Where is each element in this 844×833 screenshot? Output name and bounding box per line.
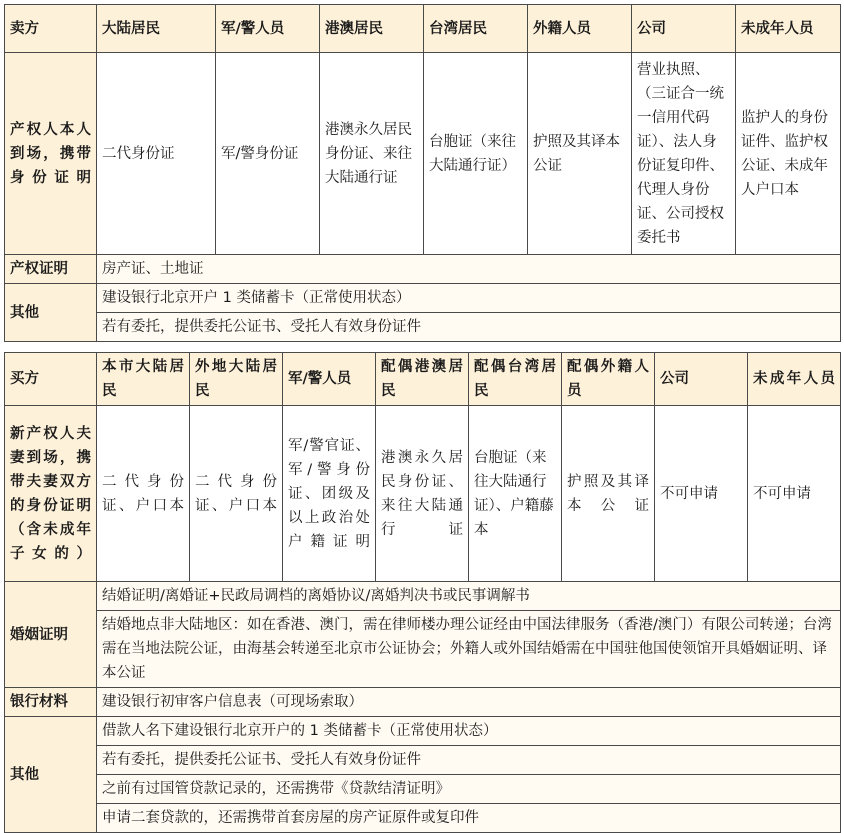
- buyer-other-row: [5, 775, 841, 804]
- buyer-other-item: 借款人名下建设银行北京开户的 1 类储蓄卡（正常使用状态）: [97, 717, 841, 746]
- identity-spouse-taiwan: 台胞证（来往大陆通行证）、户籍藤本: [469, 406, 562, 582]
- header-nonlocal-mainland: 外地大陆居民: [190, 353, 283, 406]
- header-minor: 未成年人员: [736, 5, 841, 53]
- identity-hk-macau: 港澳永久居民身份证、来往大陆通行证: [320, 53, 424, 255]
- header-mainland-resident: 大陆居民: [97, 5, 216, 53]
- identity-spouse-foreigner: 护照及其译本公证: [562, 406, 655, 582]
- header-spouse-foreigner: 配偶外籍人员: [562, 353, 655, 406]
- buyer-other-item: 申请二套贷款的，还需携带首套房屋的房产证原件或复印件: [97, 804, 841, 833]
- marriage-label: 婚姻证明: [5, 582, 97, 688]
- bank-value: 建设银行初审客户信息表（可现场索取）: [97, 688, 841, 717]
- header-hk-macau-resident: 港澳居民: [320, 5, 424, 53]
- buyer-other-row: [5, 717, 841, 746]
- property-row: [5, 255, 841, 284]
- identity-minor: 监护人的身份证件、监护权公证、未成年人户口本: [736, 53, 841, 255]
- header-spouse-taiwan: 配偶台湾居民: [469, 353, 562, 406]
- buyer-identity-row: [5, 406, 841, 582]
- bank-row: [5, 688, 841, 717]
- identity-taiwan: 台胞证（来往大陆通行证）: [424, 53, 528, 255]
- header-buyer: 买方: [5, 353, 97, 406]
- seller-requirements-table: [4, 4, 841, 342]
- identity-military-police: 军/警官证、军/警身份证、团级及以上政治处户籍证明: [283, 406, 376, 582]
- header-local-mainland: 本市大陆居民: [97, 353, 190, 406]
- buyer-other-row: [5, 746, 841, 775]
- marriage-item: 结婚证明/离婚证+民政局调档的离婚协议/离婚判决书或民事调解书: [97, 582, 841, 611]
- seller-other-row: [5, 284, 841, 313]
- header-minor: 未成年人员: [748, 353, 841, 406]
- header-military-police: 军/警人员: [283, 353, 376, 406]
- identity-mainland: 二代身份证: [97, 53, 216, 255]
- buyer-other-item: 若有委托，提供委托公证书、受托人有效身份证件: [97, 746, 841, 775]
- buyer-other-item: 之前有过国管贷款记录的，还需携带《贷款结清证明》: [97, 775, 841, 804]
- header-company: 公司: [655, 353, 748, 406]
- header-spouse-hk-macau: 配偶港澳居民: [376, 353, 469, 406]
- buyer-header-row: [5, 353, 841, 406]
- identity-local-mainland: 二代身份证、户口本: [97, 406, 190, 582]
- buyer-requirements-table: [4, 352, 841, 833]
- header-seller: 卖方: [5, 5, 97, 53]
- marriage-item: 结婚地点非大陆地区：如在香港、澳门，需在律师楼办理公证经由中国法律服务（香港/澳门）有限公司转递；台湾需在当地法院公证，由海基会转递至北京市公证协会；外籍人或外国结婚需在中国驻他国使领馆开具婚姻证明、译本公证: [97, 611, 841, 688]
- identity-label: 产权人本人到场，携带身份证明: [5, 53, 97, 255]
- seller-other-row: [5, 313, 841, 342]
- identity-company: 不可申请: [655, 406, 748, 582]
- bank-label: 银行材料: [5, 688, 97, 717]
- seller-header-row: [5, 5, 841, 53]
- header-military-police: 军/警人员: [216, 5, 320, 53]
- marriage-row: [5, 582, 841, 611]
- identity-company: 营业执照、（三证合一统一信用代码证）、法人身份证复印件、代理人身份证、公司授权委托书: [632, 53, 736, 255]
- property-label: 产权证明: [5, 255, 97, 284]
- marriage-row: [5, 611, 841, 688]
- property-value: 房产证、土地证: [97, 255, 841, 284]
- seller-other-item: 建设银行北京开户 1 类储蓄卡（正常使用状态）: [97, 284, 841, 313]
- seller-other-label: 其他: [5, 284, 97, 342]
- identity-military-police: 军/警身份证: [216, 53, 320, 255]
- seller-identity-row: [5, 53, 841, 255]
- buyer-identity-label: 新产权人夫妻到场，携带夫妻双方的身份证明（含未成年子女的）: [5, 406, 97, 582]
- header-taiwan-resident: 台湾居民: [424, 5, 528, 53]
- buyer-other-label: 其他: [5, 717, 97, 833]
- identity-foreigner: 护照及其译本公证: [528, 53, 632, 255]
- header-company: 公司: [632, 5, 736, 53]
- header-foreigner: 外籍人员: [528, 5, 632, 53]
- seller-other-item: 若有委托，提供委托公证书、受托人有效身份证件: [97, 313, 841, 342]
- identity-nonlocal-mainland: 二代身份证、户口本: [190, 406, 283, 582]
- identity-minor: 不可申请: [748, 406, 841, 582]
- buyer-other-row: [5, 804, 841, 833]
- identity-spouse-hk-macau: 港澳永久居民身份证、来往大陆通行证: [376, 406, 469, 582]
